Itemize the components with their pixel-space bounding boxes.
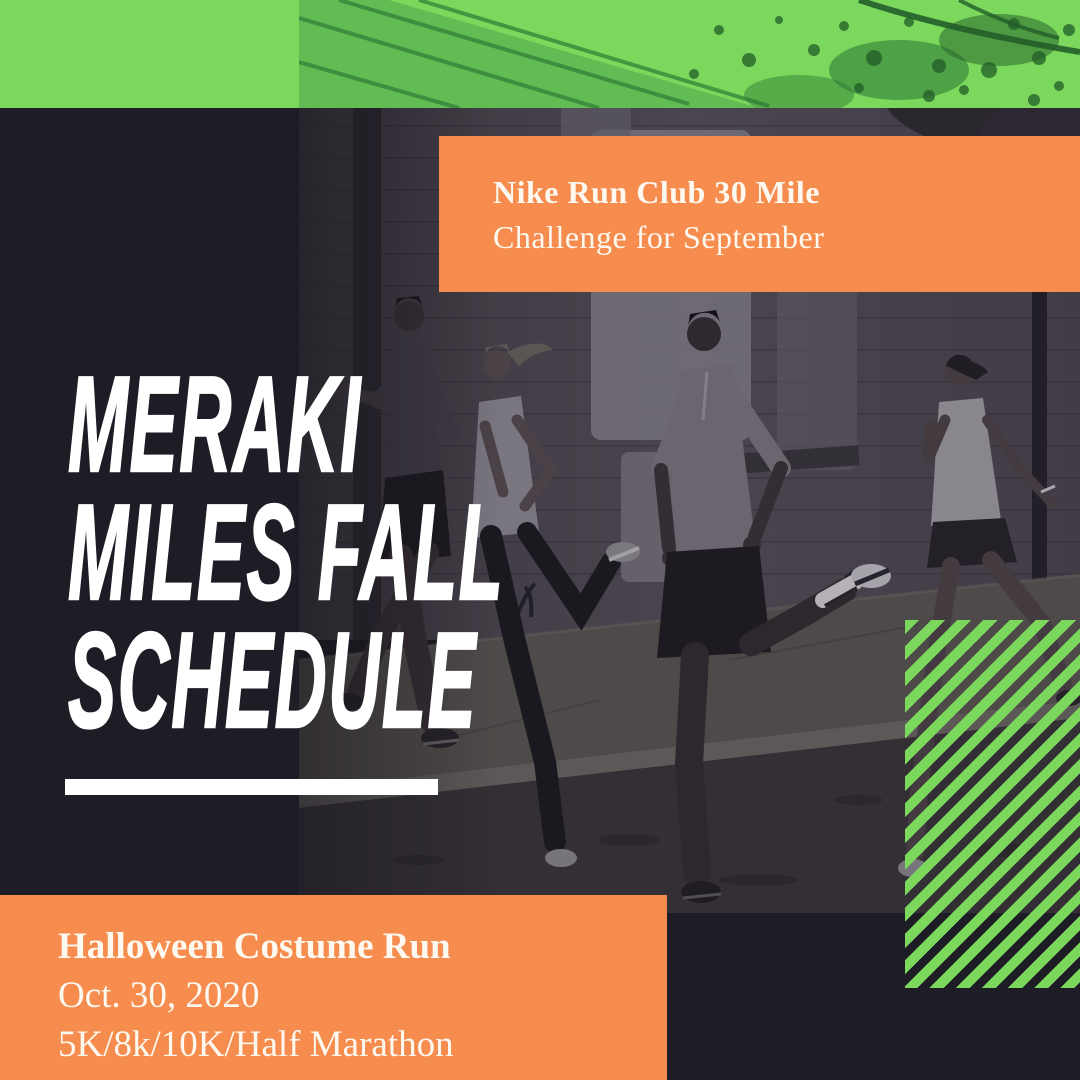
top-banner-line-2: Challenge for September: [493, 219, 825, 255]
top-banner: [439, 136, 1080, 292]
title-line-3: SCHEDULE: [68, 604, 478, 756]
bottom-banner-line-1: Halloween Costume Run: [58, 926, 451, 967]
poster-title: [68, 348, 891, 756]
title-underline-bar: [65, 779, 438, 795]
title-line-1: MERAKI: [68, 348, 362, 500]
green-top-band: [0, 0, 1080, 108]
green-duotone-photo: [299, 0, 1080, 108]
top-banner-line-1: Nike Run Club 30 Mile: [493, 174, 820, 210]
bottom-banner-line-2: Oct. 30, 2020: [58, 975, 260, 1016]
striped-square: [905, 620, 1080, 988]
bottom-banner-line-3: 5K/8k/10K/Half Marathon: [58, 1024, 454, 1065]
title-line-2: MILES FALL: [68, 476, 505, 628]
bottom-banner: [0, 895, 667, 1080]
